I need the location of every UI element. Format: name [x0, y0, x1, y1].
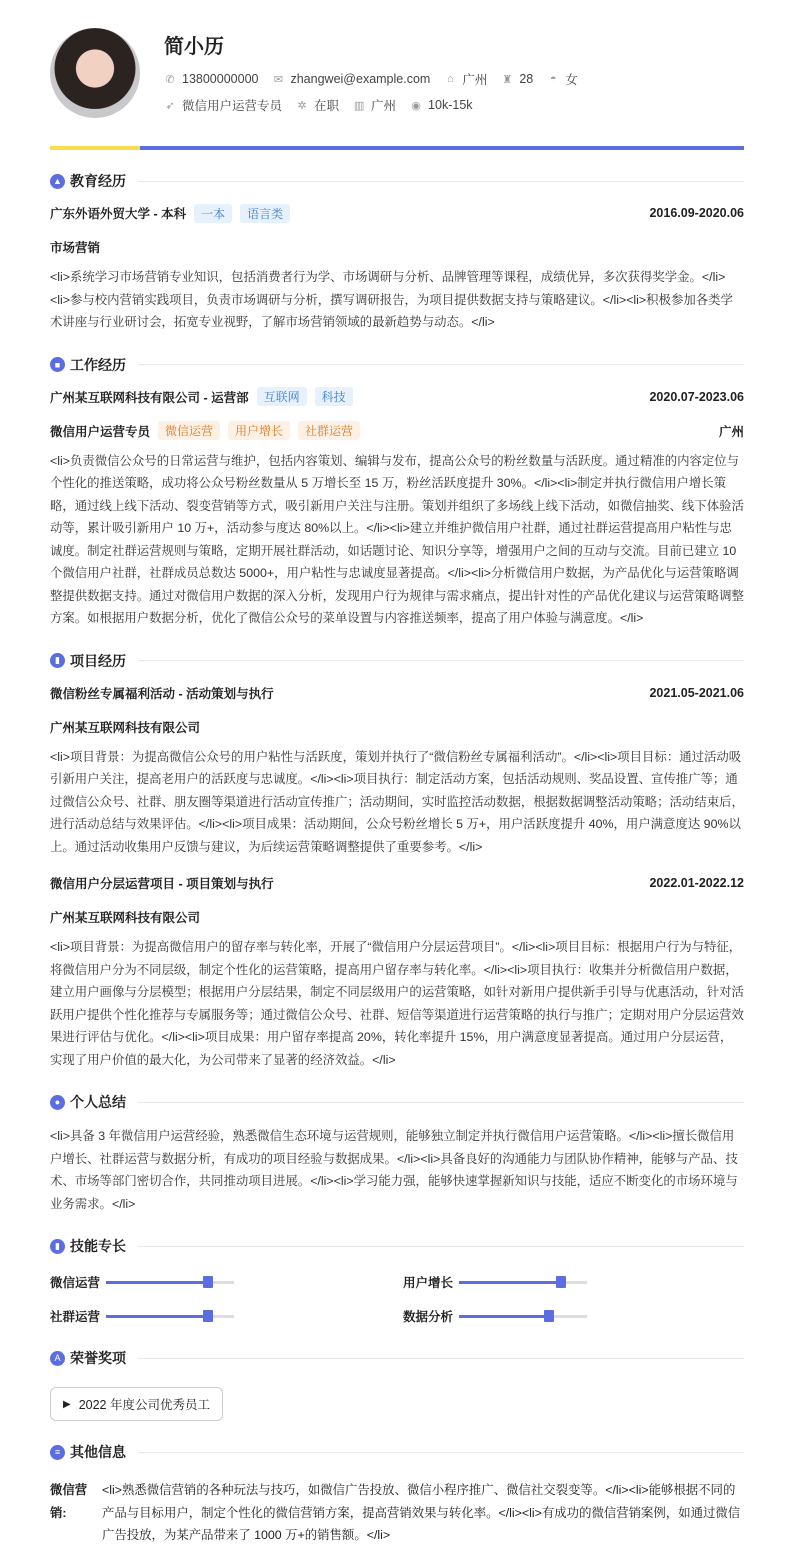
triangle-right-icon: ▶: [63, 1398, 71, 1410]
tag: 微信运营: [158, 421, 220, 440]
other-key: 微信营销:: [50, 1483, 88, 1520]
summary-desc: <li>具备 3 年微信用户运营经验，熟悉微信生态环境与运营规则，能够独立制定并执行微信用户运营策略。</li><li>擅长微信用户增长、社群运营与数据分析，有成功的项目经验与数据成果。</li><li>具备良好的沟通能力与团队协作精神，能够与产品、技术、市场等部门密切合作，共同推动项目进展。</li><li>学习能力强，能够快速掌握新知识与技能，适应不断变化的市场环境与业务需求。</li>: [50, 1129, 738, 1211]
project-desc: <li>项目背景：为提高微信用户的留存率与转化率，开展了“微信用户分层运营项目”。</li><li>项目目标：根据用户行为与特征，将微信用户分为不同层级，制定个性化的运营策略，提高用户留存率与转化率。</li><li>项目执行：收集并分析微信用户数据，建立用户画像与分层模型；根据用户分层结果，制定不同层级用户的运营策略，如针对新用户提供新手引导与优惠活动，针对活跃用户提供个性化推荐与专属服务等；通过微信公众号、社群、短信等渠道进行运营策略的执行与推广；定期对用户分层运营效果进行评估与优化。</li><li>项目成果：用户留存率提高 20%，转化率提升 15%，用户满意度显著提高。通过用户分层运营，实现了用户价值的最大化，为公司带来了显著的经济效益。</li>: [50, 940, 744, 1067]
position: 微信用户运营专员: [182, 99, 283, 113]
section-title: 个人总结: [70, 1094, 126, 1110]
section-title: 教育经历: [70, 173, 126, 189]
mail-icon: ✉: [273, 73, 284, 86]
skill-level-slider: [459, 1281, 587, 1284]
date: 2016.09-2020.06: [649, 206, 744, 220]
phone: 13800000000: [182, 72, 259, 86]
send-icon: ➶: [165, 99, 175, 112]
work-city: 广州: [718, 424, 744, 439]
section-title: 项目经历: [70, 652, 126, 669]
tag: 互联网: [257, 387, 307, 406]
skill-level-slider: [106, 1315, 234, 1318]
salary-icon: ◉: [411, 99, 421, 112]
building-icon: ▥: [353, 99, 365, 112]
tag: 语言类: [240, 204, 290, 223]
header: [50, 28, 744, 120]
skill-item: [50, 1271, 403, 1293]
briefcase-icon: ■: [50, 357, 65, 372]
section-summary: [50, 1089, 744, 1115]
skill-name: 数据分析: [403, 1310, 454, 1324]
status-icon: ✲: [297, 99, 307, 112]
tag: 用户增长: [228, 421, 290, 440]
section-title: 工作经历: [70, 356, 126, 373]
gender: 女: [565, 73, 578, 87]
company: 广州某互联网科技有限公司 - 运营部: [50, 390, 249, 405]
tag: 科技: [315, 387, 353, 406]
tag: 社群运营: [298, 421, 360, 440]
date: 2020.07-2023.06: [649, 389, 744, 404]
section-title: 其他信息: [70, 1444, 126, 1460]
skill-item: [403, 1305, 744, 1327]
candidate-name: 简小历: [164, 36, 224, 58]
phone-icon: ✆: [165, 73, 175, 86]
section-other: [50, 1439, 744, 1465]
school: 广东外语外贸大学 - 本科: [50, 207, 187, 221]
project-name: 微信粉丝专属福利活动 - 活动策划与执行: [50, 686, 274, 701]
project-company: 广州某互联网科技有限公司: [50, 720, 201, 735]
chart-icon: ▮: [50, 653, 65, 668]
email: zhangwei@example.com: [290, 72, 431, 86]
work-city: 广州: [371, 99, 397, 113]
graduation-icon: ▲: [50, 174, 65, 189]
skill-name: 用户增长: [403, 1276, 454, 1290]
skill-level-slider: [106, 1281, 234, 1284]
project-company: 广州某互联网科技有限公司: [50, 911, 201, 925]
section-skills: [50, 1233, 744, 1259]
skill-item: [403, 1271, 744, 1293]
info-icon: ≡: [50, 1445, 65, 1460]
section-title: 荣誉奖项: [70, 1350, 126, 1366]
section-awards: [50, 1345, 744, 1371]
date: 2021.05-2021.06: [649, 685, 744, 700]
skill-name: 社群运营: [50, 1310, 101, 1324]
award-item[interactable]: [50, 1387, 223, 1421]
project-name: 微信用户分层运营项目 - 项目策划与执行: [50, 877, 274, 891]
skill-level-slider: [459, 1315, 587, 1318]
other-desc: <li>熟悉微信营销的各种玩法与技巧，如微信广告投放、微信小程序推广、微信社交裂变等。</li><li>能够根据不同的产品与目标用户，制定个性化的微信营销方案，提高营销效果与转化率。</li><li>有成功的微信营销案例，如通过微信广告投放，为某产品带来了 1000 万+的销售额。</li>: [102, 1483, 741, 1542]
cake-icon: ♜: [502, 73, 513, 86]
gender-icon: ◓: [549, 73, 557, 85]
award-name: 2022 年度公司优秀员工: [78, 1398, 210, 1412]
major: 市场营销: [50, 241, 101, 255]
divider-bar: [50, 146, 744, 150]
section-education: [50, 168, 744, 194]
skill-item: [50, 1305, 403, 1327]
user-icon: ●: [50, 1095, 65, 1110]
age: 28: [519, 72, 534, 86]
section-title: 技能专长: [70, 1238, 126, 1254]
work-desc: <li>负责微信公众号的日常运营与维护，包括内容策划、编辑与发布，提高公众号的粉丝数量与活跃度。通过精准的内容定位与个性化的推送策略，成功将公众号粉丝数量从 5 万增长至 15 万，粉丝活跃度提升 30%。</li><li>制定并执行微信用户增长策略，通过线上线下活动、裂变营销等方式，吸引新用户关注与注册。策划并组织了多场线上线下活动，如微信抽奖、线下体验活动等，累计吸引新用户 10 万+，活动参与度达 80%以上。</li><li>建立并维护微信用户社群，通过社群运营提高用户粘性与忠诚度。制定社群运营规则与策略，定期开展社群活动，如话题讨论、知识分享等，增强用户之间的互动与交流。目前已建立 10 个微信用户社群，社群成员总数达 5000+，用户粘性与忠诚度显著提高。</li><li>分析微信用户数据，为产品优化与运营策略调整提供数据支持。通过对微信用户数据的深入分析，发现用户行为规律与需求痛点，提出针对性的产品优化建议与运营策略调整方案。如根据用户数据分析，优化了微信公众号的菜单设置与内容推送频率，提高了用户体验与满意度。</li>: [50, 453, 744, 625]
status: 在职: [314, 99, 340, 113]
award-icon: A: [50, 1351, 65, 1366]
section-projects: [50, 648, 744, 674]
bar-chart-icon: ▮: [50, 1239, 65, 1254]
role: 微信用户运营专员: [50, 424, 151, 439]
section-work: [50, 352, 744, 378]
education-desc: <li>系统学习市场营销专业知识，包括消费者行为学、市场调研与分析、品牌管理等课程，成绩优异，多次获得奖学金。</li><li>参与校内营销实践项目，负责市场调研与分析，撰写调研报告，为项目提供数据支持与策略建议。</li><li>积极参加各类学术讲座与行业研讨会，拓宽专业视野，了解市场营销领域的最新趋势与动态。</li>: [50, 270, 733, 329]
tag: 一本: [194, 204, 232, 223]
skill-name: 微信运营: [50, 1276, 101, 1290]
date: 2022.01-2022.12: [649, 876, 744, 890]
city: 广州: [462, 73, 488, 87]
home-icon: ⌂: [447, 73, 454, 85]
avatar: [50, 28, 140, 118]
project-desc: <li>项目背景：为提高微信公众号的用户粘性与活跃度，策划并执行了“微信粉丝专属福利活动”。</li><li>项目目标：通过活动吸引新用户关注，提高老用户的活跃度与忠诚度。</li><li>项目执行：制定活动方案，包括活动规则、奖品设置、宣传推广等；通过微信公众号、社群、朋友圈等渠道进行活动宣传推广；活动期间，实时监控活动数据，根据数据调整活动策略；活动结束后，进行活动总结与效果评估。</li><li>项目成果：活动期间，公众号粉丝增长 5 万+，用户活跃度提升 40%，用户满意度达 90%以上。通过活动收集用户反馈与建议，为后续运营策略调整提供了重要参考。</li>: [50, 749, 744, 854]
salary: 10k-15k: [428, 98, 473, 112]
